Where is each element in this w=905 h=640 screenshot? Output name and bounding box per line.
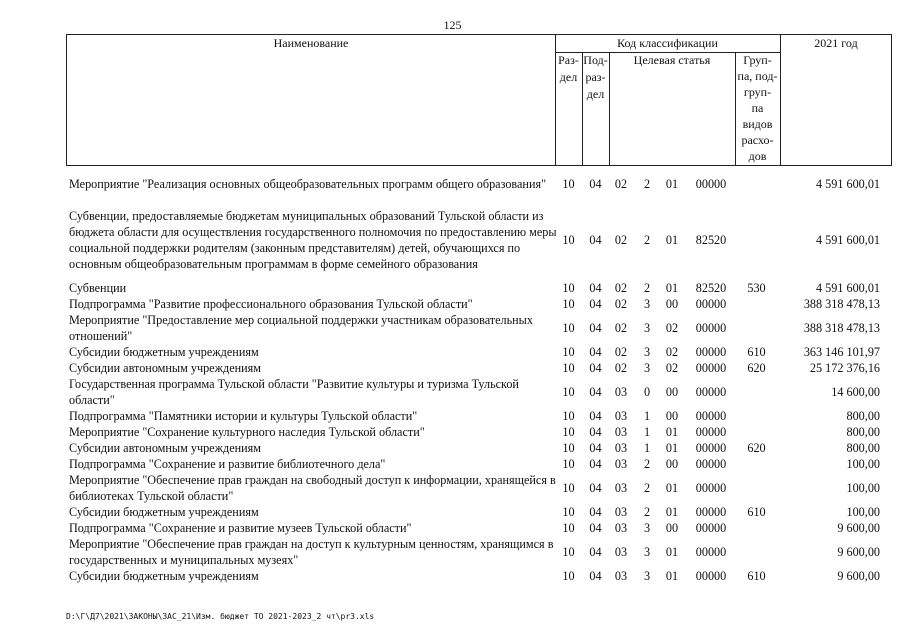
- code-cs2: 2: [643, 504, 651, 519]
- code-cs3: 01: [665, 232, 679, 247]
- code-pr: 04: [589, 424, 602, 439]
- table-header: [66, 34, 892, 166]
- code-cs2: 3: [643, 568, 651, 583]
- code-pr: 04: [589, 232, 602, 247]
- code-cs1: 03: [614, 504, 628, 519]
- row-name: Субвенции, предоставляемые бюджетам муниципальных образований Тульской области из бюджета области для осуществления государственного полномочия по предоставлению меры социальной поддержки родителям (законным представителям) детей, обучающихся по основным общеобразовательным программам в форме семейного образования: [69, 209, 557, 271]
- row-name: Субсидии автономным учреждениям: [69, 361, 261, 375]
- code-cs4: 00000: [695, 440, 727, 455]
- row-name: Мероприятие "Сохранение культурного наследия Тульской области": [69, 425, 425, 439]
- row-name: Государственная программа Тульской области "Развитие культуры и туризма Тульской области": [69, 377, 519, 407]
- code-rz: 10: [562, 456, 575, 471]
- code-cs1: 03: [614, 424, 628, 439]
- amount-2021: 388 318 478,13: [803, 296, 880, 311]
- code-cs3: 00: [665, 408, 679, 423]
- header-group: Груп- па, под- груп- па видов расхо- дов: [737, 53, 778, 163]
- code-cs2: 3: [643, 360, 651, 375]
- code-rz: 10: [562, 480, 575, 495]
- code-cs3: 02: [665, 320, 679, 335]
- table-row: [66, 376, 892, 408]
- code-cs4: 82520: [695, 280, 727, 295]
- code-rz: 10: [562, 408, 575, 423]
- code-rz: 10: [562, 384, 575, 399]
- code-cs3: 02: [665, 360, 679, 375]
- amount-2021: 363 146 101,97: [803, 344, 880, 359]
- code-cs3: 01: [665, 424, 679, 439]
- code-cs1: 03: [614, 544, 628, 559]
- row-name: Мероприятие "Обеспечение прав граждан на свободный доступ к информации, хранящейся в библиотеках Тульской области": [69, 473, 556, 503]
- code-rz: 10: [562, 360, 575, 375]
- table-row: [66, 440, 892, 456]
- code-cs2: 3: [643, 320, 651, 335]
- row-name: Подпрограмма "Памятники истории и культуры Тульской области": [69, 409, 418, 423]
- code-pr: 04: [589, 176, 602, 191]
- amount-2021: 100,00: [846, 456, 880, 471]
- code-cs3: 00: [665, 384, 679, 399]
- table-row: [66, 568, 892, 584]
- page-number: 125: [443, 18, 462, 32]
- code-cs2: 3: [643, 344, 651, 359]
- code-rz: 10: [562, 280, 575, 295]
- code-pr: 04: [589, 280, 602, 295]
- code-cs1: 02: [614, 360, 628, 375]
- table-row: [66, 312, 892, 344]
- code-cs2: 1: [643, 440, 651, 455]
- code-rz: 10: [562, 320, 575, 335]
- code-cs3: 01: [665, 568, 679, 583]
- row-name: Субсидии бюджетным учреждениям: [69, 569, 259, 583]
- code-cs2: 2: [643, 456, 651, 471]
- code-vr: 620: [747, 360, 766, 375]
- amount-2021: 800,00: [846, 424, 880, 439]
- row-name: Мероприятие "Реализация основных общеобразовательных программ общего образования": [69, 177, 547, 191]
- header-year: 2021 год: [814, 36, 858, 50]
- code-cs1: 03: [614, 384, 628, 399]
- code-pr: 04: [589, 440, 602, 455]
- code-pr: 04: [589, 296, 602, 311]
- code-pr: 04: [589, 344, 602, 359]
- code-rz: 10: [562, 424, 575, 439]
- code-rz: 10: [562, 520, 575, 535]
- row-name: Субсидии бюджетным учреждениям: [69, 505, 259, 519]
- code-rz: 10: [562, 504, 575, 519]
- code-rz: 10: [562, 344, 575, 359]
- amount-2021: 100,00: [846, 504, 880, 519]
- code-pr: 04: [589, 504, 602, 519]
- row-name: Подпрограмма "Развитие профессионального образования Тульской области": [69, 297, 473, 311]
- amount-2021: 9 600,00: [837, 568, 880, 583]
- code-cs3: 01: [665, 480, 679, 495]
- amount-2021: 100,00: [846, 480, 880, 495]
- code-cs4: 00000: [695, 408, 727, 423]
- code-pr: 04: [589, 384, 602, 399]
- code-pr: 04: [589, 456, 602, 471]
- table-row: [66, 360, 892, 376]
- code-vr: 610: [747, 568, 766, 583]
- code-cs1: 02: [614, 344, 628, 359]
- code-cs3: 01: [665, 440, 679, 455]
- header-podrazdel: Под- раз- дел: [583, 53, 608, 101]
- code-cs2: 3: [643, 544, 651, 559]
- code-cs1: 03: [614, 520, 628, 535]
- code-cs2: 1: [643, 424, 651, 439]
- table-row: [66, 520, 892, 536]
- code-cs4: 00000: [695, 504, 727, 519]
- code-cs4: 00000: [695, 480, 727, 495]
- amount-2021: 9 600,00: [837, 544, 880, 559]
- code-rz: 10: [562, 232, 575, 247]
- code-cs1: 02: [614, 176, 628, 191]
- amount-2021: 800,00: [846, 440, 880, 455]
- amount-2021: 4 591 600,01: [816, 232, 880, 247]
- code-pr: 04: [589, 544, 602, 559]
- code-cs4: 00000: [695, 456, 727, 471]
- row-name: Субсидии автономным учреждениям: [69, 441, 261, 455]
- table-row: [66, 472, 892, 504]
- code-cs2: 2: [643, 176, 651, 191]
- amount-2021: 4 591 600,01: [816, 176, 880, 191]
- code-cs4: 00000: [695, 424, 727, 439]
- code-cs2: 2: [643, 280, 651, 295]
- code-cs1: 03: [614, 568, 628, 583]
- code-cs4: 82520: [695, 232, 727, 247]
- code-vr: 620: [747, 440, 766, 455]
- table-body: [66, 168, 892, 584]
- table-row: [66, 344, 892, 360]
- row-name: Субсидии бюджетным учреждениям: [69, 345, 259, 359]
- code-rz: 10: [562, 296, 575, 311]
- code-cs3: 01: [665, 544, 679, 559]
- row-name: Субвенции: [69, 281, 127, 295]
- code-cs1: 03: [614, 480, 628, 495]
- table-row: [66, 296, 892, 312]
- code-pr: 04: [589, 520, 602, 535]
- table-row: [66, 200, 892, 280]
- code-cs4: 00000: [695, 360, 727, 375]
- table-row: [66, 280, 892, 296]
- table-row: [66, 536, 892, 568]
- amount-2021: 14 600,00: [831, 384, 880, 399]
- code-cs3: 01: [665, 176, 679, 191]
- amount-2021: 800,00: [846, 408, 880, 423]
- code-cs4: 00000: [695, 568, 727, 583]
- table-row: [66, 424, 892, 440]
- table-row: [66, 456, 892, 472]
- code-cs1: 03: [614, 408, 628, 423]
- code-cs2: 1: [643, 408, 651, 423]
- code-cs4: 00000: [695, 384, 727, 399]
- code-pr: 04: [589, 320, 602, 335]
- code-vr: 530: [747, 280, 766, 295]
- code-cs1: 02: [614, 320, 628, 335]
- code-cs2: 2: [643, 232, 651, 247]
- code-cs3: 01: [665, 504, 679, 519]
- code-cs3: 01: [665, 280, 679, 295]
- code-rz: 10: [562, 440, 575, 455]
- row-name: Мероприятие "Предоставление мер социальной поддержки участникам образовательных отношений": [69, 313, 533, 343]
- header-razdel: Раз- дел: [558, 53, 579, 84]
- code-cs3: 00: [665, 296, 679, 311]
- code-cs4: 00000: [695, 544, 727, 559]
- code-pr: 04: [589, 408, 602, 423]
- code-cs3: 02: [665, 344, 679, 359]
- code-cs1: 02: [614, 280, 628, 295]
- amount-2021: 9 600,00: [837, 520, 880, 535]
- code-pr: 04: [589, 360, 602, 375]
- code-vr: 610: [747, 344, 766, 359]
- code-cs2: 0: [643, 384, 651, 399]
- code-cs3: 00: [665, 520, 679, 535]
- code-cs4: 00000: [695, 320, 727, 335]
- code-rz: 10: [562, 176, 575, 191]
- table-row: [66, 408, 892, 424]
- code-cs1: 02: [614, 296, 628, 311]
- code-cs2: 3: [643, 520, 651, 535]
- header-target: Целевая статья: [633, 53, 711, 67]
- code-cs1: 03: [614, 456, 628, 471]
- code-pr: 04: [589, 480, 602, 495]
- code-pr: 04: [589, 568, 602, 583]
- amount-2021: 388 318 478,13: [803, 320, 880, 335]
- code-rz: 10: [562, 568, 575, 583]
- code-cs3: 00: [665, 456, 679, 471]
- header-code: Код классификации: [617, 36, 718, 50]
- amount-2021: 4 591 600,01: [816, 280, 880, 295]
- footer-path: D:\Г\Д7\2021\ЗАКОНЫ\ЗАС_21\Изм. бюджет ТО 2021-2023_2 чт\pr3.xls: [66, 612, 375, 621]
- row-name: Подпрограмма "Сохранение и развитие музеев Тульской области": [69, 521, 412, 535]
- code-cs4: 00000: [695, 344, 727, 359]
- code-cs2: 3: [643, 296, 651, 311]
- header-name: Наименование: [273, 36, 349, 50]
- code-cs1: 02: [614, 232, 628, 247]
- row-name: Мероприятие "Обеспечение прав граждан на доступ к культурным ценностям, хранящимся в государственных и муниципальных музеях": [69, 537, 554, 567]
- code-cs4: 00000: [695, 176, 727, 191]
- code-cs4: 00000: [695, 296, 727, 311]
- code-rz: 10: [562, 544, 575, 559]
- code-cs2: 2: [643, 480, 651, 495]
- code-vr: 610: [747, 504, 766, 519]
- code-cs4: 00000: [695, 520, 727, 535]
- table-row: [66, 504, 892, 520]
- amount-2021: 25 172 376,16: [809, 360, 880, 375]
- row-name: Подпрограмма "Сохранение и развитие библиотечного дела": [69, 457, 386, 471]
- code-cs1: 03: [614, 440, 628, 455]
- table-row: [66, 168, 892, 200]
